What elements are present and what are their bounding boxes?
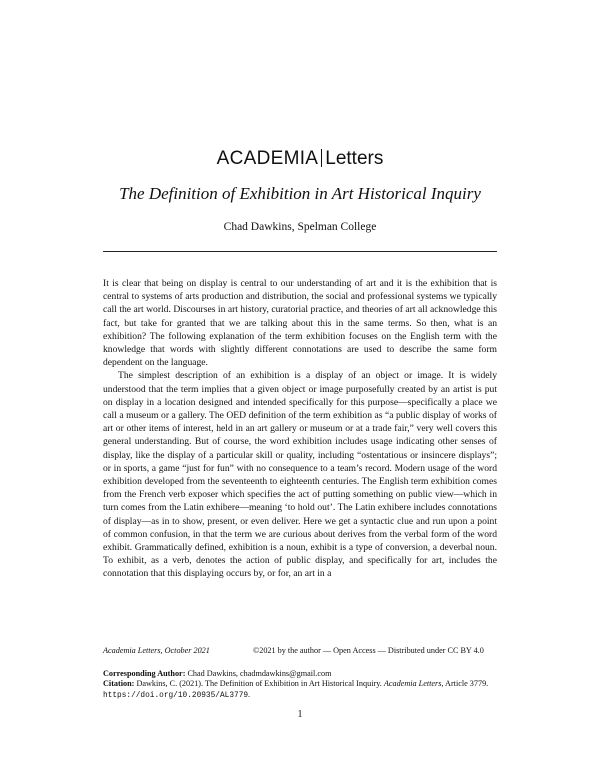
page-number: 1 — [297, 709, 303, 720]
corresponding-label: Corresponding Author: — [103, 669, 186, 678]
citation-journal: Academia Letters — [383, 679, 442, 688]
citation-end: . — [248, 689, 251, 699]
logo-brand: ACADEMIA — [216, 148, 319, 169]
citation — [103, 679, 497, 701]
corresponding-author — [103, 669, 497, 680]
citation-suffix: , Article 3779. — [441, 679, 489, 688]
paragraph-1: It is clear that being on display is central to our understanding of art and it is the exhibition that is central to systems of arts production and distribution, the social and professional systems we typically call the art world. Discourses in art history, curatorial practice, and theories of art all acknowledge this fact, but take for granted that we are talking about this in the same terms. So then, what is an exhibition? The following explanation of the term exhibition focuses on the English term with the knowledge that words with slightly different connotations are used to describe the same form dependent on the language. — [103, 278, 497, 369]
article-title: The Definition of Exhibition in Art Historical Inquiry — [119, 184, 481, 203]
header-divider — [103, 251, 497, 252]
logo-divider — [321, 149, 322, 167]
journal-date: Academia Letters, October 2021 — [103, 646, 210, 655]
article-author: Chad Dawkins, Spelman College — [223, 221, 377, 233]
article-body — [103, 277, 497, 581]
paragraph-2: The simplest description of an exhibition is a display of an object or image. It is widely understood that the term implies that a given object or image purposefully created by an artist is put on display in a location designed and intended specifically for this purpose—specifically a place we call a museum or a gallery. The OED definition of the term exhibition as “a public display of works of art or other items of interest, held in an art gallery or museum or at a trade fair,” very well covers this general understanding. But of course, the word exhibition includes usage indicating other senses of display, like the display of a particular skill or quality, including “ostentatious or insincere displays”; or in sports, a game “just for fun” with no consequence to a team’s record. Modern usage of the word exhibition developed from the seventeenth to eighteenth centuries. The English term exhibition comes from the French verb exposer which specifies the act of putting something on public view—which in turn comes from the Latin exhibere—meaning ‘to hold out’. The Latin exhibere includes connotations of display—as in to show, present, or even deliver. Here we get a syntactic clue and run upon a point of common confusion, in that the term we are curious about derives from the verbal form of the word exhibit. Grammatically defined, exhibition is a noun, exhibit is a type of conversion, a deverbal noun. To exhibit, as a verb, denotes the action of public display, and specifically for art, includes the connotation that this displaying occurs by, or for, an art in a — [103, 370, 497, 580]
corresponding-text: Chad Dawkins, chadmdawkins@gmail.com — [187, 669, 332, 678]
citation-doi-link[interactable]: https://doi.org/10.20935/AL3779 — [103, 691, 249, 700]
logo-subtitle: Letters — [325, 148, 384, 169]
citation-prefix: Dawkins, C. (2021). The Definition of Exhibition in Art Historical Inquiry. — [136, 679, 382, 688]
license-text: ©2021 by the author — Open Access — Distributed under CC BY 4.0 — [253, 646, 484, 655]
academia-letters-logo — [0, 147, 600, 171]
citation-label: Citation: — [103, 679, 135, 688]
